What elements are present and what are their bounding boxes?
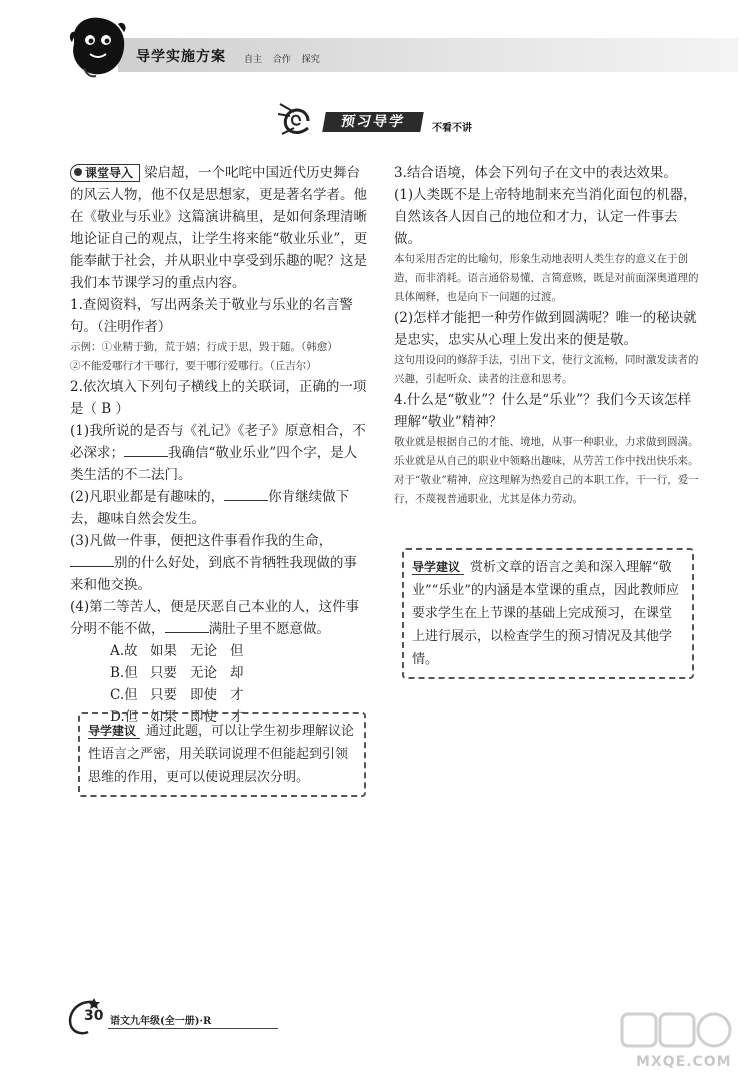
option-cell: 即使 xyxy=(190,687,217,703)
section-note: 不看不讲 xyxy=(432,123,472,134)
sentence-3-b: 别的什么好处，到底不肯牺牲我现做的事来和他交换。 xyxy=(70,555,357,593)
intro-text: 梁启超，一个叱咤中国近代历史舞台的风云人物，他不仅是思想家，更是著名学者。他在《敬业与乐业》这篇演讲稿里，是如何条理清晰地论证自己的观点，让学生将来能“敬业乐业”，更能奉献于社会，并从职业中享受到乐趣的呢？这是我们本节课学习的重点内容。 xyxy=(70,165,368,291)
right-column xyxy=(394,162,704,509)
book-title: 语文九年级(全一册)·R xyxy=(110,1016,212,1027)
question-1: 1.查阅资料，写出两条关于敬业与乐业的名言警句。（注明作者） xyxy=(70,297,353,335)
sentence-2-b: 你肯继续做下去，趣味自然会发生。 xyxy=(70,489,350,527)
option-cell: A.故 xyxy=(110,643,138,659)
blank-4 xyxy=(165,618,209,633)
option-cell: 但 xyxy=(230,643,244,659)
section-title: 预习导学 xyxy=(322,112,424,132)
option-cell: 才 xyxy=(230,709,244,725)
sentence-4-a: (4)第二等苦人，便是厌恶自己本业的人，这件事分明不能不做， xyxy=(70,599,360,637)
sentence-1 xyxy=(70,420,370,486)
tip-text: 通过此题，可以让学生初步理解议论性语言之严密，用关联词说理不但能起到引领思维的作用，更可以使说理层次分明。 xyxy=(88,724,355,785)
option-cell: 即使 xyxy=(190,709,217,725)
option-cell: D.但 xyxy=(110,709,139,725)
tip-text: 赏析文章的语言之美和深入理解“敬业”“乐业”的内涵是本堂课的重点，因此教师应要求学生在上节课的基础上完成预习，在课堂上进行展示，以检查学生的预习情况及其他学情。 xyxy=(412,560,679,667)
mascot-logo-icon xyxy=(66,14,130,80)
sentence-4-b: 满肚子里不愿意做。 xyxy=(208,621,330,637)
tip-tag: 导学建议 xyxy=(88,724,140,739)
question-2: 2.依次填入下列句子横线上的关联词，正确的一项是（ B ） xyxy=(70,379,367,417)
q3-answer-2: 这句用设问的修辞手法，引出下文，使行文流畅，同时激发读者的兴趣，引起听众、读者的注意和思考。 xyxy=(394,354,699,385)
option-cell: 无论 xyxy=(190,665,217,681)
tip-tag: 导学建议 xyxy=(412,560,464,575)
question-3: 3.结合语境，体会下列句子在文中的表达效果。 xyxy=(394,165,677,181)
sentence-3 xyxy=(70,530,370,596)
sentence-2 xyxy=(70,486,370,530)
sentence-3-a: (3)凡做一件事，便把这件事看作我的生命， xyxy=(70,533,333,549)
option-row xyxy=(110,684,370,706)
option-cell: 只要 xyxy=(150,665,177,681)
sentence-1-a: (1)我所说的是否与《礼记》《老子》原意相合，不必深求； xyxy=(70,423,366,461)
q4-answer: 敬业就是根据自己的才能、境地，从事一种职业，力求做到圆满。乐业就是从自己的职业中领略出趣味，从劳苦工作中找出快乐来。对于“敬业”精神，应这理解为热爱自己的本职工作，干一行，爱一行，不蔑视普通职业，尤其是体力劳动。 xyxy=(394,436,699,505)
q1-example-2: ②不能爱哪行才干哪行，要干哪行爱哪行。（丘吉尔） xyxy=(70,360,317,372)
watermark-logo-icon xyxy=(616,1008,736,1052)
option-row xyxy=(110,662,370,684)
q3-sentence-2: (2)怎样才能把一种劳作做到圆满呢？唯一的秘诀就是忠实，忠实从心理上发出来的便是敬。 xyxy=(394,310,697,348)
question-4: 4.什么是“敬业”？什么是“乐业”？我们今天该怎样理解“敬业”精神？ xyxy=(394,392,691,430)
header-subtitle: 自主 合作 探究 xyxy=(244,55,320,65)
option-cell: 无论 xyxy=(190,643,217,659)
page-number: 30 xyxy=(84,1008,104,1024)
option-cell: 如果 xyxy=(150,709,177,725)
option-cell: 如果 xyxy=(150,643,177,659)
intro-tag: 课堂导入 xyxy=(70,164,140,182)
header-title: 导学实施方案 xyxy=(136,49,226,65)
option-row xyxy=(110,640,370,662)
option-cell: 只要 xyxy=(150,687,177,703)
q1-example-1: 示例：①业精于勤，荒于嬉；行成于思，毁于随。（韩愈） xyxy=(70,341,338,353)
watermark-text: MXQE.COM xyxy=(636,1054,732,1070)
blank-2 xyxy=(224,486,268,501)
option-cell: B.但 xyxy=(110,665,138,681)
left-column xyxy=(70,162,370,728)
sentence-4 xyxy=(70,596,370,640)
option-cell: 却 xyxy=(230,665,244,681)
intro-paragraph xyxy=(70,162,370,294)
q3-sentence-1: (1)人类既不是上帝特地制来充当消化面包的机器，自然该各人因自己的地位和才力，认定一件事去做。 xyxy=(394,187,697,247)
guide-tip-left xyxy=(78,712,366,797)
guide-tip-right xyxy=(402,548,694,679)
option-cell: 才 xyxy=(230,687,244,703)
sentence-1-b: 我确信“敬业乐业”四个字，是人类生活的不二法门。 xyxy=(70,445,358,483)
sentence-2-a: (2)凡职业都是有趣味的， xyxy=(70,489,225,505)
q3-answer-1: 本句采用否定的比喻句，形象生动地表明人类生存的意义在于创造，而非消耗。语言通俗易懂，言简意赅，既是对前面深奥道理的具体阐释，也是向下一问题的过渡。 xyxy=(394,253,699,303)
blank-3 xyxy=(70,552,114,567)
option-cell: C.但 xyxy=(110,687,138,703)
footer-divider xyxy=(108,1028,278,1029)
blank-1 xyxy=(124,442,168,457)
